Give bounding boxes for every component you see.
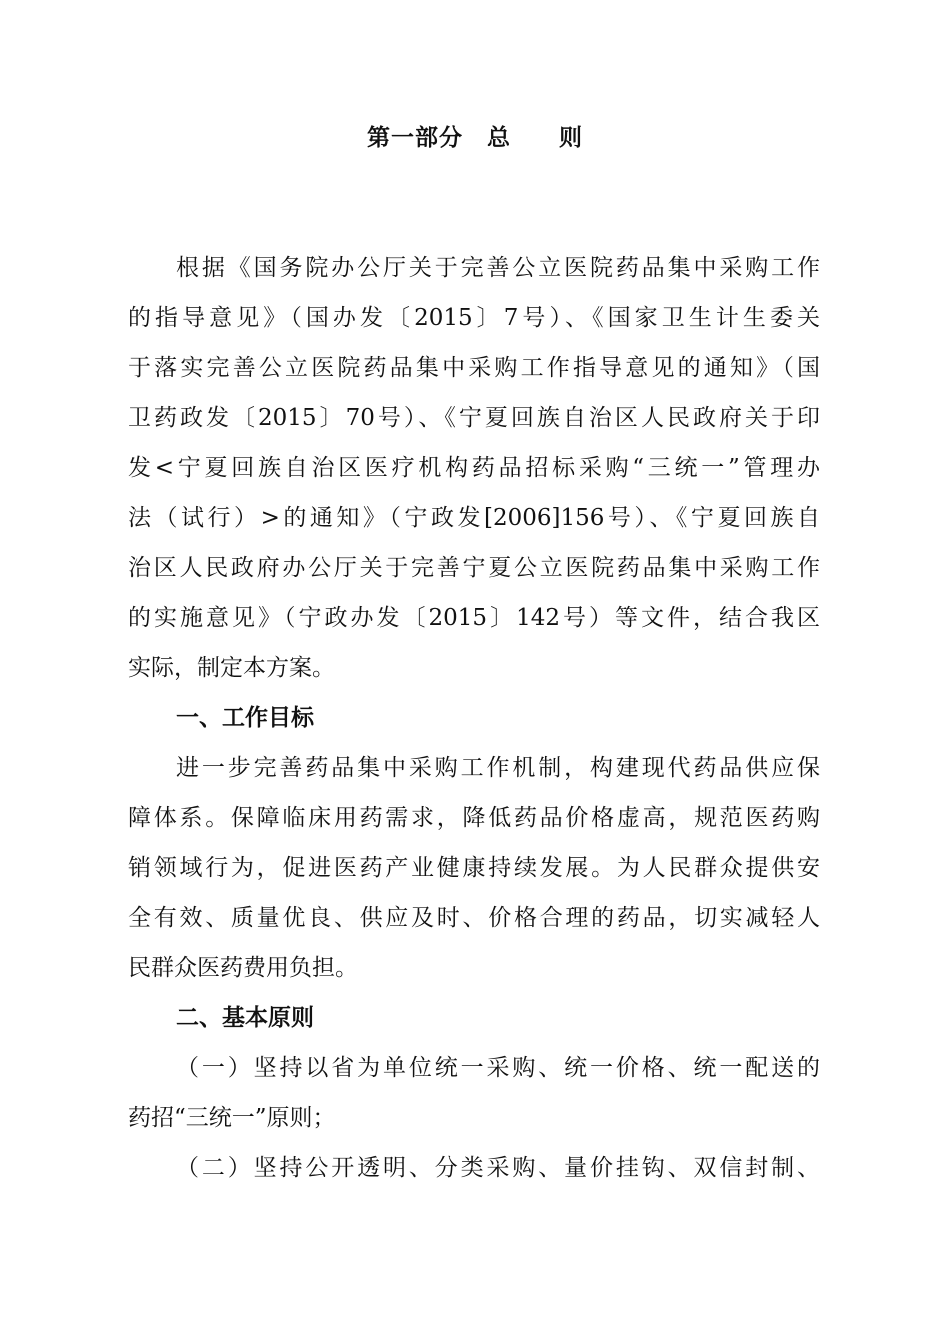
paragraph-line: （一）坚持以省为单位统一采购、统一价格、统一配送的 (176, 1055, 820, 1081)
paragraph-line: （二）坚持公开透明、分类采购、量价挂钩、双信封制、 (176, 1155, 820, 1181)
paragraph-line: 民群众医药费用负担。 (128, 955, 358, 981)
page-title: 第一部分 总 则 (367, 125, 583, 151)
section-heading: 一、工作目标 (176, 705, 314, 731)
paragraph-line: 的指导意见》（国办发〔2015〕7号）、《国家卫生计生委关 (128, 305, 820, 331)
paragraph-line: 根据《国务院办公厅关于完善公立医院药品集中采购工作 (176, 255, 820, 281)
paragraph-line: 全有效、质量优良、供应及时、价格合理的药品，切实减轻人 (128, 905, 820, 931)
paragraph-line: 卫药政发〔2015〕70号）、《宁夏回族自治区人民政府关于印 (128, 405, 820, 431)
paragraph-line: 障体系。保障临床用药需求，降低药品价格虚高，规范医药购 (128, 805, 820, 831)
paragraph-line: 于落实完善公立医院药品集中采购工作指导意见的通知》（国 (128, 355, 820, 381)
paragraph-line: 药招“三统一”原则； (128, 1105, 336, 1131)
paragraph-line: 进一步完善药品集中采购工作机制，构建现代药品供应保 (176, 755, 820, 781)
paragraph-line: 销领域行为，促进医药产业健康持续发展。为人民群众提供安 (128, 855, 820, 881)
paragraph-line: 法（试行）>的通知》（宁政发[2006]156号）、《宁夏回族自 (128, 505, 820, 531)
section-heading: 二、基本原则 (176, 1005, 314, 1031)
document-body (128, 248, 820, 1198)
paragraph-line: 发<宁夏回族自治区医疗机构药品招标采购“三统一”管理办 (128, 455, 820, 481)
paragraph-line: 实际，制定本方案。 (128, 655, 335, 681)
paragraph-line: 治区人民政府办公厅关于完善宁夏公立医院药品集中采购工作 (128, 555, 820, 581)
paragraph-line: 的实施意见》（宁政办发〔2015〕142号）等文件，结合我区 (128, 605, 820, 631)
